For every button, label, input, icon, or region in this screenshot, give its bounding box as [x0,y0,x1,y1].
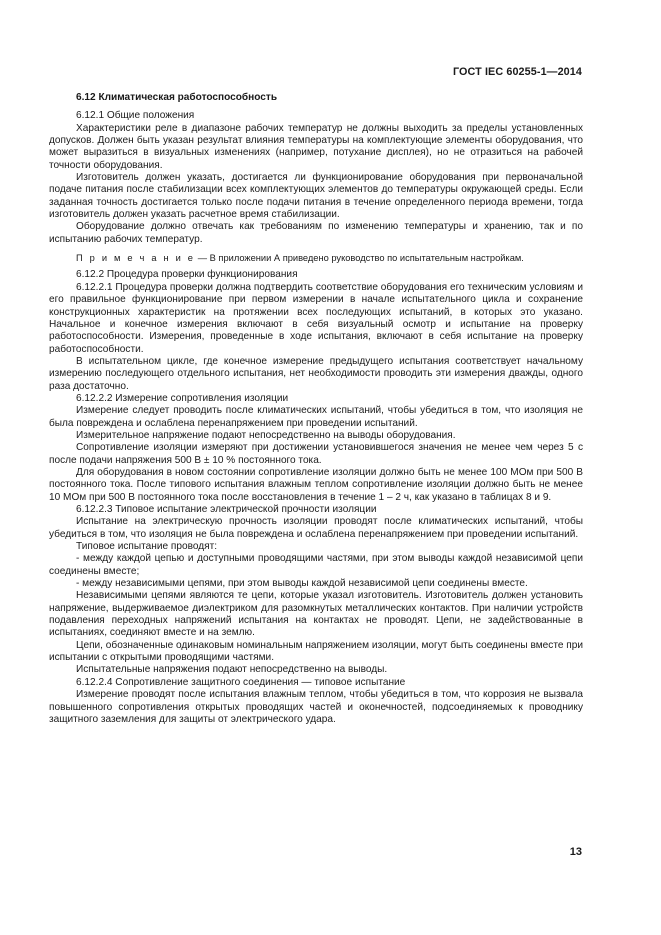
note-prefix: П р и м е ч а н и е [76,253,196,264]
paragraph: Сопротивление изоляции измеряют при достижении установившегося значения не менее чем через 5 с после подачи напряжения 500 В ± 10 % постоянного тока. [49,442,583,466]
paragraph: Измерение проводят после испытания влажным теплом, чтобы убедиться в том, что коррозия не вызвала повышенного сопротивления открытых проводящих частей и оконечностей, подсоединяемых к проводнику защитного заземления для защиты от электрического удара. [49,689,583,725]
subsection-heading: 6.12.2.2 Измерение сопротивления изоляции [76,392,289,404]
page-number: 13 [569,846,582,858]
section-title: 6.12 Климатическая работоспособность [76,92,278,103]
note-text: — В приложении А приведено руководство по испытательным настройкам. [195,253,524,264]
paragraph: Цепи, обозначенные одинаковым номинальным напряжением изоляции, могут быть соединены вместе при испытании с открытыми проводящими частями. [49,639,583,664]
paragraph: 6.12.2.1 Процедура проверки должна подтвердить соответствие оборудования его техническим условиям и его правильное функционирование при первом измерении в начале испытательного цикла и сохранение конструкционных характеристик на протяжении всех последующих испытаний, в которых это указано. Начальное и конечное измерения включают в себя визуальный осмотр и испытание на проверку работоспособности. Измерения, проведенные в ходе испытания, включают в себя испытание на проверку работоспособности. [49,281,583,355]
document-body [49,92,583,726]
subsection-heading: 6.12.2.3 Типовое испытание электрической прочности изоляции [76,504,377,515]
list-item: - между каждой цепью и доступными проводящими частями, при этом выводы каждой независимой цепи соединены вместе; [49,553,583,577]
paragraph: Измерительное напряжение подают непосредственно на выводы оборудования. [76,429,456,441]
paragraph: Независимыми цепями являются те цепи, которые указал изготовитель. Изготовитель должен установить напряжение, выдерживаемое диэлектриком для разомкнутых металлических контактов. При наличии устройств подавления переходных напряжений испытания на контактах не проводят. Цепи, не задействованные в испытаниях, соединяют вместе и на землю. [49,590,583,639]
note [49,252,583,264]
paragraph: Измерение следует проводить после климатических испытаний, чтобы убедиться в том, что изоляция не была повреждена и ослаблена перенапряжением при проведении испытаний. [49,405,583,429]
standard-header: ГОСТ IEC 60255-1—2014 [452,66,582,78]
subsection-heading: 6.12.1 Общие положения [76,110,195,122]
paragraph: Типовое испытание проводят: [76,541,217,553]
paragraph: Оборудование должно отвечать как требованиям по изменению температуры и хранению, так и по испытанию рабочих температур. [49,221,583,245]
paragraph: Характеристики реле в диапазоне рабочих температур не должны выходить за пределы установленных допусков. Должен быть указан результат влияния температуры на комплектующие элементы оборудования, что может выразиться в визуальных изменениях (например, потухание дисплея), но не отразиться на рабочей точности оборудования. [49,122,583,171]
paragraph: Изготовитель должен указать, достигается ли функционирование оборудования при первоначальной подаче питания после стабилизации всех комплектующих элементов до температуры окружающей среды. Если заданная точность достигается только после подачи питания в течение определенного периода времени, тогда изготовитель должен указать расчетное время стабилизации. [49,172,583,221]
paragraph: Испытание на электрическую прочность изоляции проводят после климатических испытаний, чтобы убедиться в том, что изоляция не была повреждена и ослаблена перенапряжением при проведении испытаний. [49,516,583,540]
paragraph: Испытательные напряжения подают непосредственно на выводы. [76,664,388,676]
subsection-heading: 6.12.2 Процедура проверки функционирования [76,269,298,281]
paragraph: Для оборудования в новом состоянии сопротивление изоляции должно быть не менее 100 МОм при 500 В постоянного тока. После типового испытания влажным теплом сопротивление изоляции должно быть не менее 10 МОм при 500 В постоянного тока после восстановления в течение 1 – 2 ч, как указано в таблицах 8 и 9. [49,466,583,503]
subsection-heading: 6.12.2.4 Сопротивление защитного соединения — типовое испытание [76,676,406,688]
list-item: - между независимыми цепями, при этом выводы каждой независимой цепи соединены вместе. [76,578,528,590]
paragraph: В испытательном цикле, где конечное измерение предыдущего испытания соответствует начальному измерению последующего отдельного испытания, нет необходимости проводить эти измерения дважды, одного раза достаточно. [49,355,583,392]
